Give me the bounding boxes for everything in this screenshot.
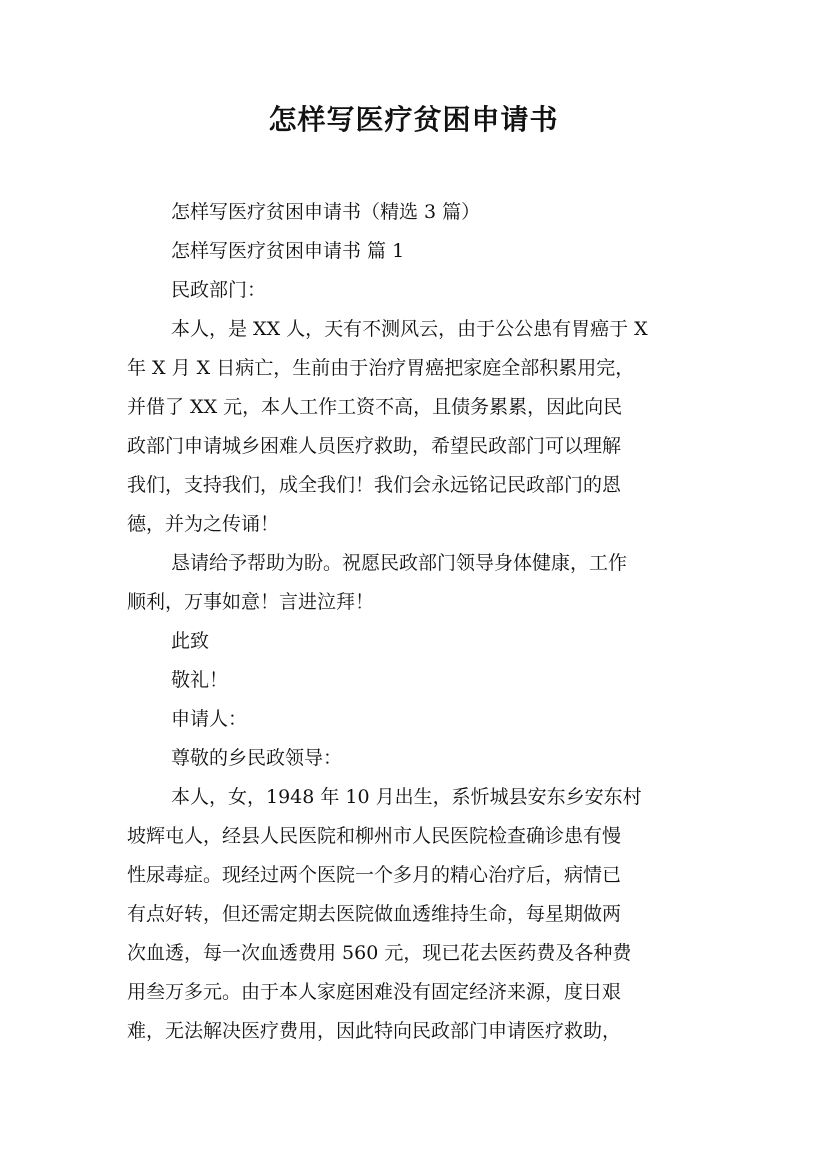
paragraph-line: 年 X 月 X 日病亡，生前由于治疗胃癌把家庭全部积累用完，: [127, 357, 635, 379]
applicant-label: 申请人：: [171, 708, 248, 730]
section-heading: 怎样写医疗贫困申请书 篇 1: [171, 240, 405, 262]
paragraph-line: 有点好转，但还需定期去医院做血透维持生命，每星期做两: [127, 903, 622, 925]
closing-line: 此致: [171, 630, 210, 652]
paragraph-line: 难，无法解决医疗费用，因此特向民政部门申请医疗救助，: [127, 1020, 622, 1042]
paragraph-line: 政部门申请城乡困难人员医疗救助，希望民政部门可以理解: [127, 435, 622, 457]
paragraph-line: 坡辉屯人，经县人民医院和柳州市人民医院检查确诊患有慢: [127, 825, 622, 847]
paragraph-line: 用叁万多元。由于本人家庭困难没有固定经济来源，度日艰: [127, 981, 622, 1003]
paragraph-line: 次血透，每一次血透费用 560 元，现已花去医药费及各种费: [127, 942, 632, 964]
paragraph-line: 德，并为之传诵！: [127, 513, 280, 535]
paragraph-line: 我们，支持我们，成全我们！我们会永远铭记民政部门的恩: [127, 474, 622, 496]
salutation-line: 民政部门：: [171, 279, 267, 301]
paragraph-line: 并借了 XX 元，本人工作工资不高，且债务累累，因此向民: [127, 396, 623, 418]
paragraph-line: 顺利，万事如意！言进泣拜！: [127, 591, 375, 613]
closing-line: 敬礼！: [171, 669, 229, 691]
document-body: [127, 193, 705, 1051]
document-title: 怎样写医疗贫困申请书: [268, 103, 559, 136]
paragraph-line: 恳请给予帮助为盼。祝愿民政部门领导身体健康，工作: [171, 552, 628, 574]
paragraph-line: 本人，是 XX 人，天有不测风云，由于公公患有胃癌于 X: [171, 318, 648, 340]
paragraph-line: 本人，女，1948 年 10 月出生，系忻城县安东乡安东村: [171, 786, 642, 808]
paragraph-line: 性尿毒症。现经过两个医院一个多月的精心治疗后，病情已: [127, 864, 622, 886]
salutation-line: 尊敬的乡民政领导：: [171, 747, 343, 769]
subtitle-line: 怎样写医疗贫困申请书（精选 3 篇）: [171, 201, 481, 223]
